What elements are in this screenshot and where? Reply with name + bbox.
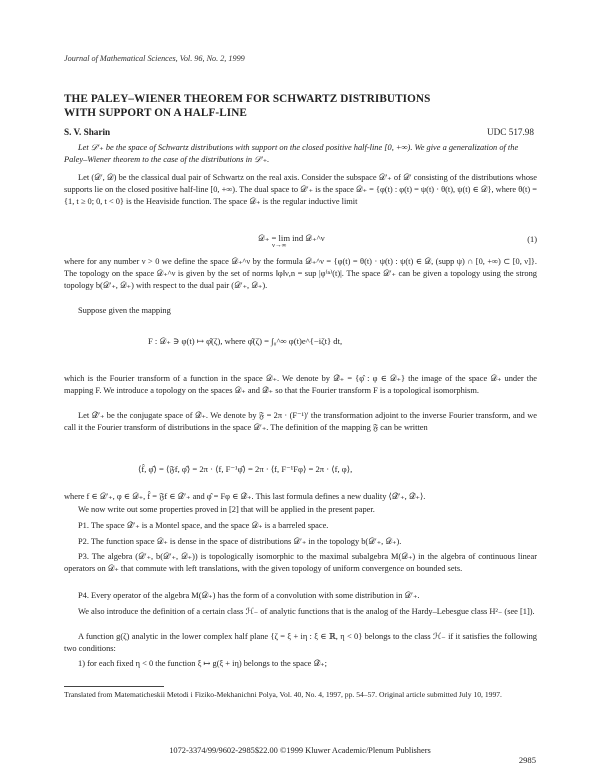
equation-1-number: (1) bbox=[527, 235, 537, 244]
equation-1 bbox=[258, 233, 325, 249]
title-line-1: THE PALEY–WIENER THEOREM FOR SCHWARTZ DISTRIBUTIONS bbox=[64, 93, 431, 105]
paper-title bbox=[64, 92, 534, 120]
conjugate-paragraph: Let 𝒟̂′₊ be the conjugate space of 𝒟̂₊. We denote by 𝔉 = 2π · (F⁻¹)′ the transformation adjoint to the inverse Fourier transform, and we call it the Fourier transform of distributions in the space 𝒟′₊. The definition of the mapping 𝔉 can be written bbox=[64, 411, 537, 432]
property-p2: P2. The function space 𝒟₊ is dense in the space of distributions 𝒟′₊ in the topology b(𝒟′₊, 𝒟₊). bbox=[78, 537, 402, 546]
property-p1: P1. The space 𝒟̂′₊ is a Montel space, and the space 𝒟₊ is a barreled space. bbox=[78, 521, 329, 530]
condition-1: 1) for each fixed η < 0 the function ξ ↦ g(ξ + iη) belongs to the space 𝒟̂₊; bbox=[78, 659, 327, 668]
properties-intro: We now write out some properties proved in [2] that will be applied in the present paper. bbox=[78, 505, 375, 514]
equation-2: F : 𝒟₊ ∋ φ(t) ↦ φ̂(ζ), where φ̂(ζ) = ∫₀^∞ φ(t)e^{−iζt} dt, bbox=[148, 336, 343, 346]
equation-1-body: 𝒟₊ = lim ind 𝒟₊^ν bbox=[258, 233, 325, 243]
hardy-class-paragraph: We also introduce the definition of a certain class ℋ₋ of analytic functions that is the analog of the Hardy–Lebesgue class H²₋ (see [1]). bbox=[78, 607, 535, 616]
page-number: 2985 bbox=[518, 755, 536, 765]
definition-paragraph: where for any number ν > 0 we define the space 𝒟₊^ν by the formula 𝒟₊^ν = {φ(t) = θ(t) · ψ(t) : ψ(t) ∈ 𝒟, (supp ψ) ∩ [0, +∞) ⊂ [0, ν]}. The topology on the space 𝒟₊^ν is given by the set of norms ‖φ‖ν,n = sup |φ⁽ⁿ⁾(t)|. The space 𝒟′₊ can be given a topology using the strong topology b(𝒟′₊, 𝒟₊) with respect to the dual pair (𝒟′₊, 𝒟₊). bbox=[64, 257, 537, 290]
abstract: Let 𝒟′₊ be the space of Schwartz distributions with support on the closed positive half-line [0, +∞). We give a generalization of the Paley–Wiener theorem to the case of the distributions in 𝒟′₊. bbox=[64, 143, 519, 164]
intro-paragraph: Let (𝒟′, 𝒟) be the classical dual pair of Schwartz on the real axis. Consider the subspace 𝒟′₊ of 𝒟′ consisting of the distributions whose supports lie on the closed positive half-line [0, +∞). The dual space to 𝒟′₊ is the space 𝒟₊ = {φ(t) : φ(t) = ψ(t) · θ(t), ψ(t) ∈ 𝒟}, where θ(t) = {1, t ≥ 0; 0, t < 0} is the Heaviside function. The space 𝒟₊ is the regular inductive limit bbox=[64, 173, 537, 206]
equation-3: ⟨f̂, φ̂⟩ = ⟨𝔉f, φ̂⟩ = 2π · ⟨f, F⁻¹φ̂⟩ = 2π · ⟨f, F⁻¹Fφ⟩ = 2π · ⟨f, φ⟩, bbox=[138, 464, 353, 474]
author-name: S. V. Sharin bbox=[64, 127, 111, 137]
property-p4: P4. Every operator of the algebra M(𝒟₊) has the form of a convolution with some distribution in 𝒟′₊. bbox=[78, 591, 420, 600]
footnote-divider bbox=[64, 686, 164, 687]
analytic-function-paragraph: A function g(ζ) analytic in the lower complex half plane {ζ = ξ + iη : ξ ∈ ℝ, η < 0} belongs to the class ℋ₋ if it satisfies the following two conditions: bbox=[64, 632, 537, 653]
property-p3: P3. The algebra (𝒟′₊, b(𝒟′₊, 𝒟₊)) is topologically isomorphic to the maximal subalgebra M(𝒟₊) in the algebra of continuous linear operators on 𝒟₊ that commute with left translations, with the given topology of uniform convergence on bounded sets. bbox=[64, 552, 537, 573]
publisher-line: 1072-3374/99/9602-2985$22.00 ©1999 Kluwer Academic/Plenum Publishers bbox=[169, 746, 431, 755]
mapping-intro: Suppose given the mapping bbox=[78, 306, 171, 315]
journal-header: Journal of Mathematical Sciences, Vol. 96, No. 2, 1999 bbox=[64, 54, 245, 63]
duality-paragraph: where f ∈ 𝒟′₊, φ ∈ 𝒟₊, f̂ = 𝔉f ∈ 𝒟̂′₊ and φ̂ = Fφ ∈ 𝒟̂₊. This last formula defines a new duality ⟨𝒟̂′₊, 𝒟̂₊⟩. bbox=[64, 492, 426, 501]
translation-footnote: Translated from Matematicheskii Metodi i Fiziko-Mekhanichni Polya, Vol. 40, No. 4, 1997, pp. 54–57. Original article submitted July 10, 1997. bbox=[64, 690, 502, 699]
title-line-2: WITH SUPPORT ON A HALF-LINE bbox=[64, 107, 247, 119]
fourier-paragraph: which is the Fourier transform of a function in the space 𝒟₊. We denote by 𝒟̂₊ = {φ̂ : φ ∈ 𝒟₊} the image of the space 𝒟₊ under the mapping F. We introduce a topology on the spaces 𝒟₊ and 𝒟̂₊ so that the Fourier transform F is a topological isomorphism. bbox=[64, 374, 537, 395]
equation-1-subscript: ν→∞ bbox=[272, 242, 287, 249]
udc-code: UDC 517.98 bbox=[487, 127, 534, 137]
